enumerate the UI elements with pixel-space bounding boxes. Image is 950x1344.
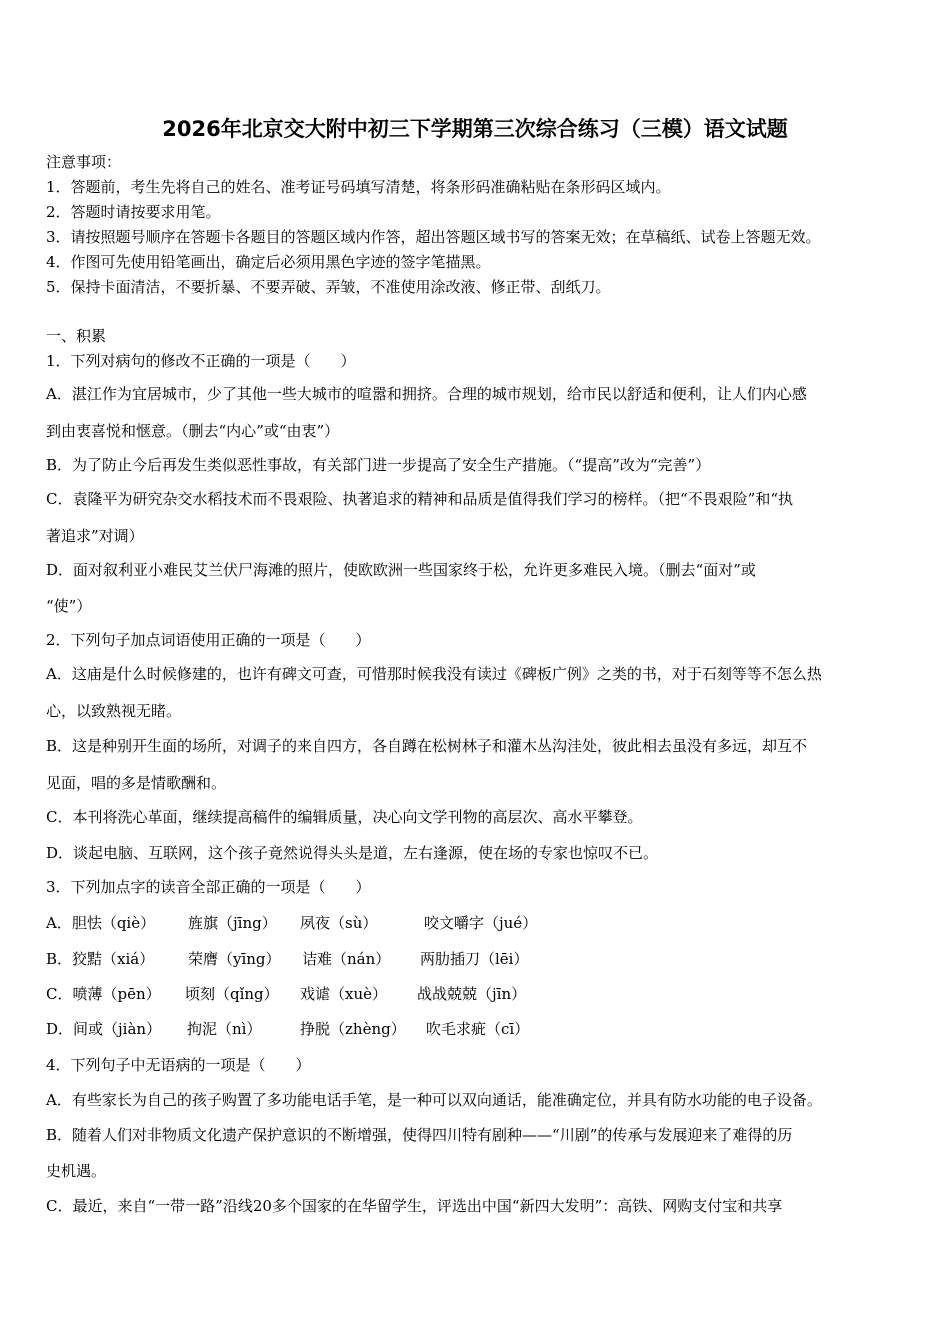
page-title: 2026年北京交大附中初三下学期第三次综合练习（三模）语文试题 xyxy=(162,117,788,141)
question-3-option-d xyxy=(46,1019,910,1039)
question-1-option-d: D．面对叙利亚小难民艾兰伏尸海滩的照片，使欧欧洲一些国家终于松，允许更多难民入境。（删去“面对”或 xyxy=(46,561,756,579)
pinyin-item: 战战兢兢（jīn） xyxy=(417,985,527,1003)
pinyin-item: 吹毛求疵（cī） xyxy=(426,1020,530,1038)
question-1-option-a-cont: 到由衷喜悦和惬意。（删去“内心”或“由衷”） xyxy=(46,422,340,440)
pinyin-item: 夙夜（sù） xyxy=(300,914,378,932)
question-2-option-a-cont: 心，以致熟视无睹。 xyxy=(46,702,182,720)
question-1-option-a: A．湛江作为宜居城市，少了其他一些大城市的喧嚣和拥挤。合理的城市规划，给市民以舒适和便利，让人们内心感 xyxy=(46,385,807,403)
pinyin-item: 诘难（nán） xyxy=(302,950,391,968)
pinyin-item: 咬文嚼字（jué） xyxy=(424,914,538,932)
question-3-option-c xyxy=(46,984,910,1004)
question-1-option-b: B．为了防止今后再发生类似恶性事故，有关部门进一步提高了安全生产措施。（“提高”改为“完善”） xyxy=(46,456,711,474)
pinyin-item: 两肋插刀（lēi） xyxy=(420,950,529,968)
pinyin-item: 拘泥（nì） xyxy=(187,1020,262,1038)
question-4-option-b-cont: 史机遇。 xyxy=(46,1162,107,1180)
pinyin-item: 荣膺（yīng） xyxy=(188,950,281,968)
question-2-option-d: D．谈起电脑、互联网，这个孩子竟然说得头头是道，左右逢源，使在场的专家也惊叹不已。 xyxy=(46,844,659,862)
question-2-option-b: B．这是种别开生面的场所，对调子的来自四方，各自蹲在松树林子和灌木丛沟洼处，彼此相去虽没有多远，却互不 xyxy=(46,737,808,755)
notice-item: 4．作图可先使用铅笔画出，确定后必须用黑色字迹的签字笔描黑。 xyxy=(46,253,491,271)
pinyin-item: 顷刻（qǐng） xyxy=(185,985,279,1003)
question-4-option-b: B．随着人们对非物质文化遗产保护意识的不断增强，使得四川特有剧种——“川剧”的传承与发展迎来了难得的历 xyxy=(46,1126,793,1144)
question-2-option-a: A．这庙是什么时候修建的，也许有碑文可查，可惜那时候我没有读过《碑板广例》之类的书，对于石刻等等不怎么热 xyxy=(46,665,822,683)
question-1-option-d-cont: “使”） xyxy=(46,597,92,615)
pinyin-item: A．胆怯（qiè） xyxy=(46,914,156,932)
question-1-option-c-cont: 著追求”对调） xyxy=(46,527,144,545)
question-2-stem: 2．下列句子加点词语使用正确的一项是（ ） xyxy=(46,631,371,649)
question-2-option-c: C．本刊将洗心革面，继续提高稿件的编辑质量，决心向文学刊物的高层次、高水平攀登。 xyxy=(46,808,643,826)
notice-item: 3．请按照题号顺序在答题卡各题目的答题区域内作答，超出答题区域书写的答案无效；在草稿纸、试卷上答题无效。 xyxy=(46,228,821,246)
question-3-stem: 3．下列加点字的读音全部正确的一项是（ ） xyxy=(46,878,371,896)
notice-item: 5．保持卡面清洁，不要折暴、不要弄破、弄皱，不准使用涂改液、修正带、刮纸刀。 xyxy=(46,278,611,296)
pinyin-item: B．狡黠（xiá） xyxy=(46,950,155,968)
notice-item: 2．答题时请按要求用笔。 xyxy=(46,203,221,221)
notice-heading: 注意事项： xyxy=(46,153,122,171)
pinyin-item: D．间或（jiàn） xyxy=(46,1020,162,1038)
question-3-option-a xyxy=(46,913,910,933)
question-2-option-b-cont: 见面，唱的多是情歌酬和。 xyxy=(46,774,227,792)
pinyin-item: C．喷薄（pēn） xyxy=(46,985,161,1003)
notice-item: 1．答题前，考生先将自己的姓名、准考证号码填写清楚，将条形码准确粘贴在条形码区域内。 xyxy=(46,178,671,196)
pinyin-item: 挣脱（zhèng） xyxy=(300,1020,406,1038)
section-heading: 一、积累 xyxy=(46,327,107,345)
question-4-stem: 4．下列句子中无语病的一项是（ ） xyxy=(46,1056,311,1074)
question-4-option-a: A．有些家长为自己的孩子购置了多功能电话手笔，是一种可以双向通话，能准确定位，并具有防水功能的电子设备。 xyxy=(46,1091,822,1109)
question-4-option-c: C．最近，来自“一带一路”沿线20多个国家的在华留学生，评选出中国“新四大发明”：高铁、网购支付宝和共享 xyxy=(46,1197,783,1215)
question-3-option-b xyxy=(46,949,910,969)
question-1-option-c: C．袁隆平为研究杂交水稻技术而不畏艰险、执著追求的精神和品质是值得我们学习的榜样。（把“不畏艰险”和“执 xyxy=(46,490,793,508)
pinyin-item: 旌旗（jīng） xyxy=(188,914,277,932)
pinyin-item: 戏谑（xuè） xyxy=(300,985,387,1003)
question-1-stem: 1．下列对病句的修改不正确的一项是（ ） xyxy=(46,352,356,370)
